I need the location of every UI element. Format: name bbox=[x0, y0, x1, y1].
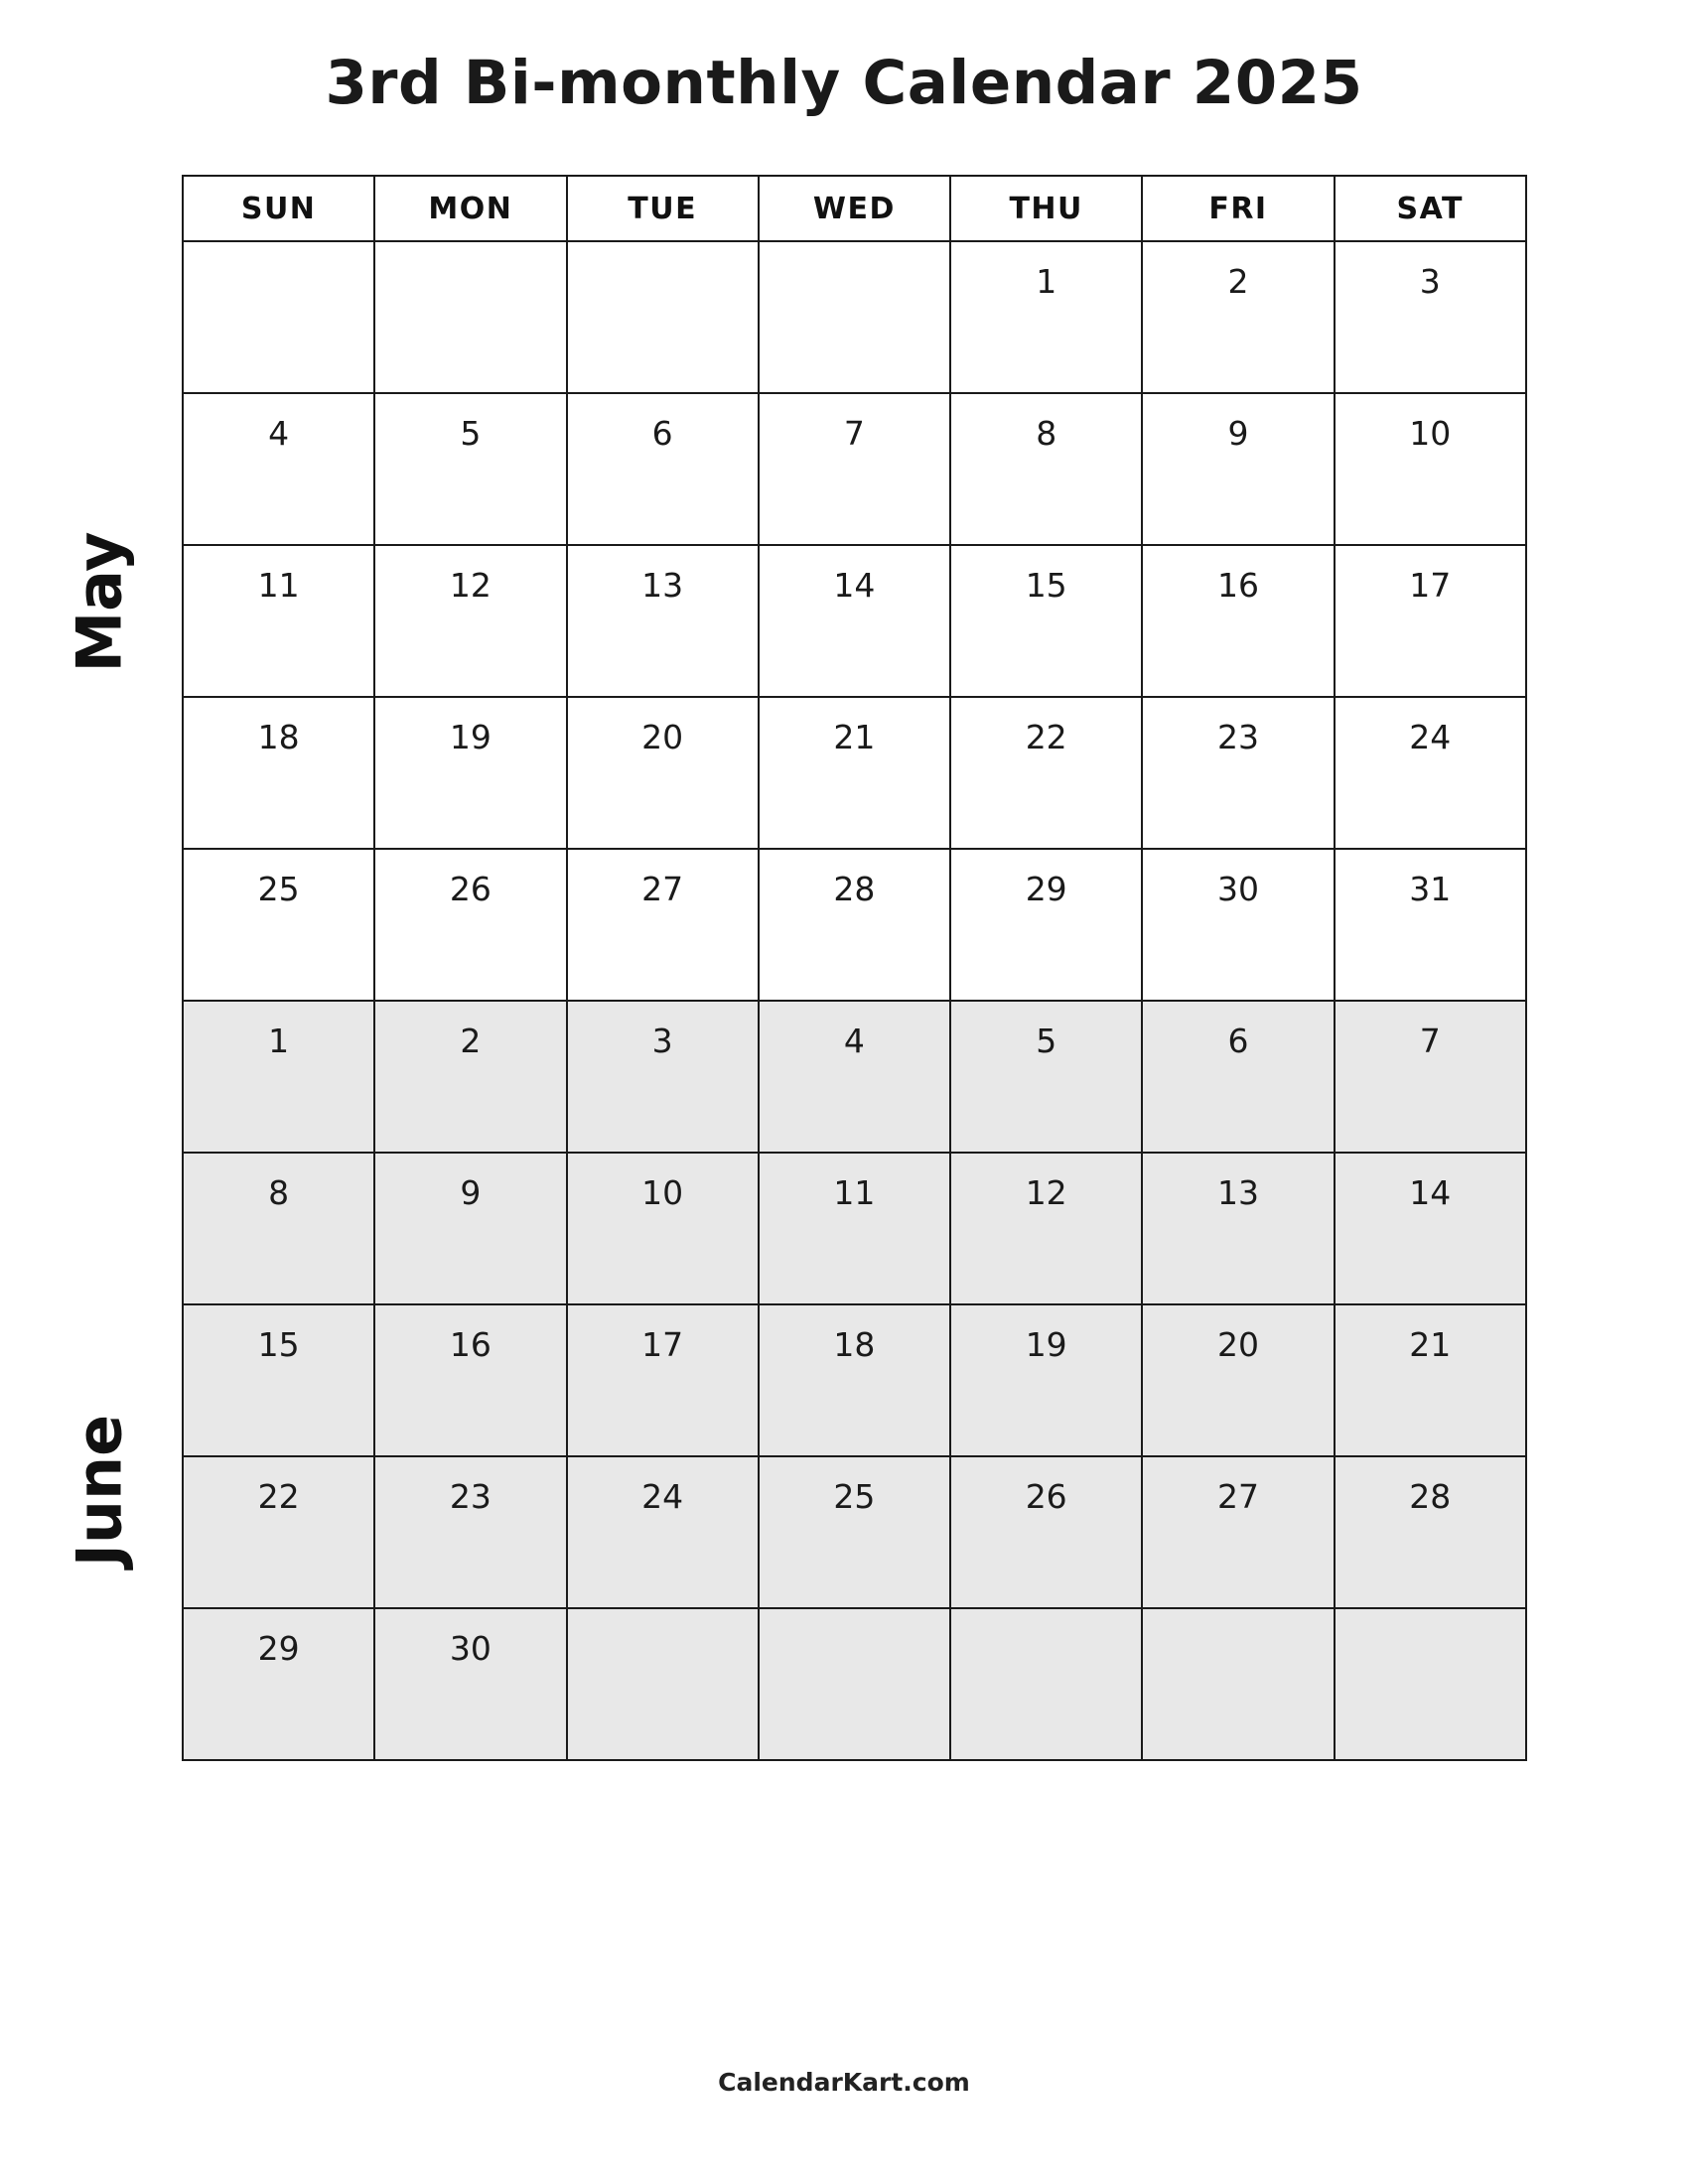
day-number: 20 bbox=[1216, 1325, 1259, 1364]
day-cell[interactable] bbox=[1142, 1153, 1334, 1304]
day-number: 6 bbox=[1227, 1022, 1249, 1060]
day-number: 13 bbox=[1216, 1173, 1259, 1212]
day-number: 12 bbox=[1025, 1173, 1067, 1212]
day-number: 14 bbox=[1409, 1173, 1452, 1212]
day-cell[interactable] bbox=[183, 241, 374, 393]
day-cell[interactable] bbox=[1142, 697, 1334, 849]
day-number: 20 bbox=[641, 718, 684, 756]
weekday-header-wed: WED bbox=[759, 176, 950, 241]
day-number bbox=[184, 242, 373, 262]
day-number: 12 bbox=[449, 566, 492, 605]
day-cell[interactable] bbox=[950, 1001, 1142, 1153]
month-label-may: May bbox=[63, 531, 136, 673]
day-number: 9 bbox=[460, 1173, 482, 1212]
week-row bbox=[183, 1153, 1526, 1304]
day-number: 2 bbox=[460, 1022, 482, 1060]
weekday-header-sat: SAT bbox=[1335, 176, 1526, 241]
day-cell[interactable] bbox=[567, 1153, 759, 1304]
week-row bbox=[183, 545, 1526, 697]
day-cell[interactable] bbox=[1142, 849, 1334, 1001]
day-number bbox=[568, 242, 758, 262]
day-cell[interactable] bbox=[183, 1608, 374, 1760]
day-cell[interactable] bbox=[183, 1456, 374, 1608]
day-number: 25 bbox=[833, 1477, 876, 1516]
day-number bbox=[760, 1609, 949, 1629]
day-number: 3 bbox=[1419, 262, 1441, 301]
day-number bbox=[1336, 1609, 1525, 1629]
day-cell[interactable] bbox=[374, 1001, 566, 1153]
week-row bbox=[183, 1001, 1526, 1153]
day-cell[interactable] bbox=[950, 1304, 1142, 1456]
day-cell[interactable] bbox=[567, 1304, 759, 1456]
day-number: 23 bbox=[1216, 718, 1259, 756]
day-cell[interactable] bbox=[759, 1153, 950, 1304]
weekday-header-fri: FRI bbox=[1142, 176, 1334, 241]
day-number: 5 bbox=[460, 414, 482, 453]
day-cell[interactable] bbox=[374, 1153, 566, 1304]
day-cell[interactable] bbox=[183, 545, 374, 697]
day-number: 29 bbox=[257, 1629, 300, 1668]
day-number: 22 bbox=[257, 1477, 300, 1516]
day-cell[interactable] bbox=[759, 1456, 950, 1608]
day-cell[interactable] bbox=[759, 849, 950, 1001]
day-cell[interactable] bbox=[183, 393, 374, 545]
day-number: 15 bbox=[257, 1325, 300, 1364]
day-cell[interactable] bbox=[1142, 1001, 1334, 1153]
day-number: 30 bbox=[1216, 870, 1259, 908]
day-cell[interactable] bbox=[374, 1608, 566, 1760]
day-number: 24 bbox=[641, 1477, 684, 1516]
day-number: 7 bbox=[1419, 1022, 1441, 1060]
day-number: 4 bbox=[268, 414, 290, 453]
day-cell[interactable] bbox=[950, 697, 1142, 849]
day-number: 4 bbox=[843, 1022, 865, 1060]
day-cell[interactable] bbox=[567, 1456, 759, 1608]
week-row bbox=[183, 849, 1526, 1001]
page-title: 3rd Bi-monthly Calendar 2025 bbox=[325, 48, 1363, 118]
day-cell[interactable] bbox=[1335, 393, 1526, 545]
week-row bbox=[183, 1608, 1526, 1760]
day-number: 1 bbox=[268, 1022, 290, 1060]
day-number: 27 bbox=[1216, 1477, 1259, 1516]
footer-attribution: CalendarKart.com bbox=[718, 2068, 970, 2097]
day-number: 24 bbox=[1409, 718, 1452, 756]
day-number: 28 bbox=[833, 870, 876, 908]
day-number: 30 bbox=[449, 1629, 492, 1668]
day-number: 10 bbox=[1409, 414, 1452, 453]
day-number: 25 bbox=[257, 870, 300, 908]
day-cell[interactable] bbox=[374, 241, 566, 393]
day-cell[interactable] bbox=[1142, 545, 1334, 697]
day-number: 17 bbox=[641, 1325, 684, 1364]
day-number bbox=[375, 242, 565, 262]
day-cell[interactable] bbox=[1335, 1608, 1526, 1760]
day-cell[interactable] bbox=[759, 1608, 950, 1760]
day-number: 18 bbox=[257, 718, 300, 756]
day-cell[interactable] bbox=[759, 545, 950, 697]
day-number: 10 bbox=[641, 1173, 684, 1212]
day-cell[interactable] bbox=[759, 241, 950, 393]
day-cell[interactable] bbox=[950, 545, 1142, 697]
day-number: 13 bbox=[641, 566, 684, 605]
weekday-header-sun: SUN bbox=[183, 176, 374, 241]
day-cell[interactable] bbox=[1335, 1304, 1526, 1456]
day-cell[interactable] bbox=[1335, 241, 1526, 393]
day-number: 22 bbox=[1025, 718, 1067, 756]
weekday-header-row bbox=[183, 176, 1526, 241]
day-cell[interactable] bbox=[950, 1153, 1142, 1304]
day-number: 14 bbox=[833, 566, 876, 605]
day-cell[interactable] bbox=[1142, 1608, 1334, 1760]
day-number: 3 bbox=[651, 1022, 673, 1060]
day-number: 1 bbox=[1036, 262, 1057, 301]
calendar-grid bbox=[182, 175, 1525, 1761]
day-cell[interactable] bbox=[1335, 1456, 1526, 1608]
day-number: 27 bbox=[641, 870, 684, 908]
day-number bbox=[951, 1609, 1141, 1629]
day-cell[interactable] bbox=[759, 393, 950, 545]
day-cell[interactable] bbox=[183, 1153, 374, 1304]
day-number: 16 bbox=[449, 1325, 492, 1364]
day-cell[interactable] bbox=[1142, 1304, 1334, 1456]
day-cell[interactable] bbox=[374, 1304, 566, 1456]
day-cell[interactable] bbox=[1142, 1456, 1334, 1608]
day-number: 17 bbox=[1409, 566, 1452, 605]
day-cell[interactable] bbox=[374, 697, 566, 849]
day-number: 8 bbox=[1036, 414, 1057, 453]
day-cell[interactable] bbox=[759, 1304, 950, 1456]
day-number: 29 bbox=[1025, 870, 1067, 908]
week-row bbox=[183, 697, 1526, 849]
day-cell[interactable] bbox=[567, 1001, 759, 1153]
day-cell[interactable] bbox=[567, 1608, 759, 1760]
weekday-header-thu: THU bbox=[950, 176, 1142, 241]
day-number: 26 bbox=[449, 870, 492, 908]
day-cell[interactable] bbox=[950, 241, 1142, 393]
day-number: 9 bbox=[1227, 414, 1249, 453]
day-number: 7 bbox=[843, 414, 865, 453]
day-cell[interactable] bbox=[374, 849, 566, 1001]
week-row bbox=[183, 1304, 1526, 1456]
day-cell[interactable] bbox=[567, 697, 759, 849]
calendar-table bbox=[182, 175, 1527, 1761]
day-cell[interactable] bbox=[1335, 1001, 1526, 1153]
day-cell[interactable] bbox=[183, 849, 374, 1001]
day-number: 31 bbox=[1409, 870, 1452, 908]
day-cell[interactable] bbox=[1335, 545, 1526, 697]
day-cell[interactable] bbox=[183, 1001, 374, 1153]
day-cell[interactable] bbox=[374, 1456, 566, 1608]
day-number: 2 bbox=[1227, 262, 1249, 301]
day-number: 15 bbox=[1025, 566, 1067, 605]
day-cell[interactable] bbox=[1335, 849, 1526, 1001]
day-number: 28 bbox=[1409, 1477, 1452, 1516]
weekday-header-tue: TUE bbox=[567, 176, 759, 241]
week-row bbox=[183, 241, 1526, 393]
day-cell[interactable] bbox=[374, 393, 566, 545]
day-cell[interactable] bbox=[567, 241, 759, 393]
day-cell[interactable] bbox=[1335, 1153, 1526, 1304]
week-row bbox=[183, 1456, 1526, 1608]
day-number: 26 bbox=[1025, 1477, 1067, 1516]
day-cell[interactable] bbox=[183, 1304, 374, 1456]
day-number bbox=[568, 1609, 758, 1629]
day-number: 8 bbox=[268, 1173, 290, 1212]
day-cell[interactable] bbox=[567, 849, 759, 1001]
day-number: 5 bbox=[1036, 1022, 1057, 1060]
day-number bbox=[1143, 1609, 1333, 1629]
day-number: 6 bbox=[651, 414, 673, 453]
day-number: 21 bbox=[833, 718, 876, 756]
day-cell[interactable] bbox=[950, 1456, 1142, 1608]
day-cell[interactable] bbox=[950, 849, 1142, 1001]
day-number: 11 bbox=[833, 1173, 876, 1212]
day-cell[interactable] bbox=[567, 393, 759, 545]
day-number: 21 bbox=[1409, 1325, 1452, 1364]
weekday-header-mon: MON bbox=[374, 176, 566, 241]
day-cell[interactable] bbox=[1142, 241, 1334, 393]
day-number: 23 bbox=[449, 1477, 492, 1516]
day-number: 18 bbox=[833, 1325, 876, 1364]
day-cell[interactable] bbox=[183, 697, 374, 849]
day-cell[interactable] bbox=[950, 393, 1142, 545]
day-cell[interactable] bbox=[374, 545, 566, 697]
day-number: 16 bbox=[1216, 566, 1259, 605]
week-row bbox=[183, 393, 1526, 545]
day-cell[interactable] bbox=[759, 1001, 950, 1153]
day-cell[interactable] bbox=[759, 697, 950, 849]
day-cell[interactable] bbox=[567, 545, 759, 697]
day-number: 11 bbox=[257, 566, 300, 605]
day-cell[interactable] bbox=[1142, 393, 1334, 545]
day-number: 19 bbox=[449, 718, 492, 756]
day-cell[interactable] bbox=[950, 1608, 1142, 1760]
day-number bbox=[760, 242, 949, 262]
day-number: 19 bbox=[1025, 1325, 1067, 1364]
month-label-june: June bbox=[63, 1414, 136, 1568]
day-cell[interactable] bbox=[1335, 697, 1526, 849]
